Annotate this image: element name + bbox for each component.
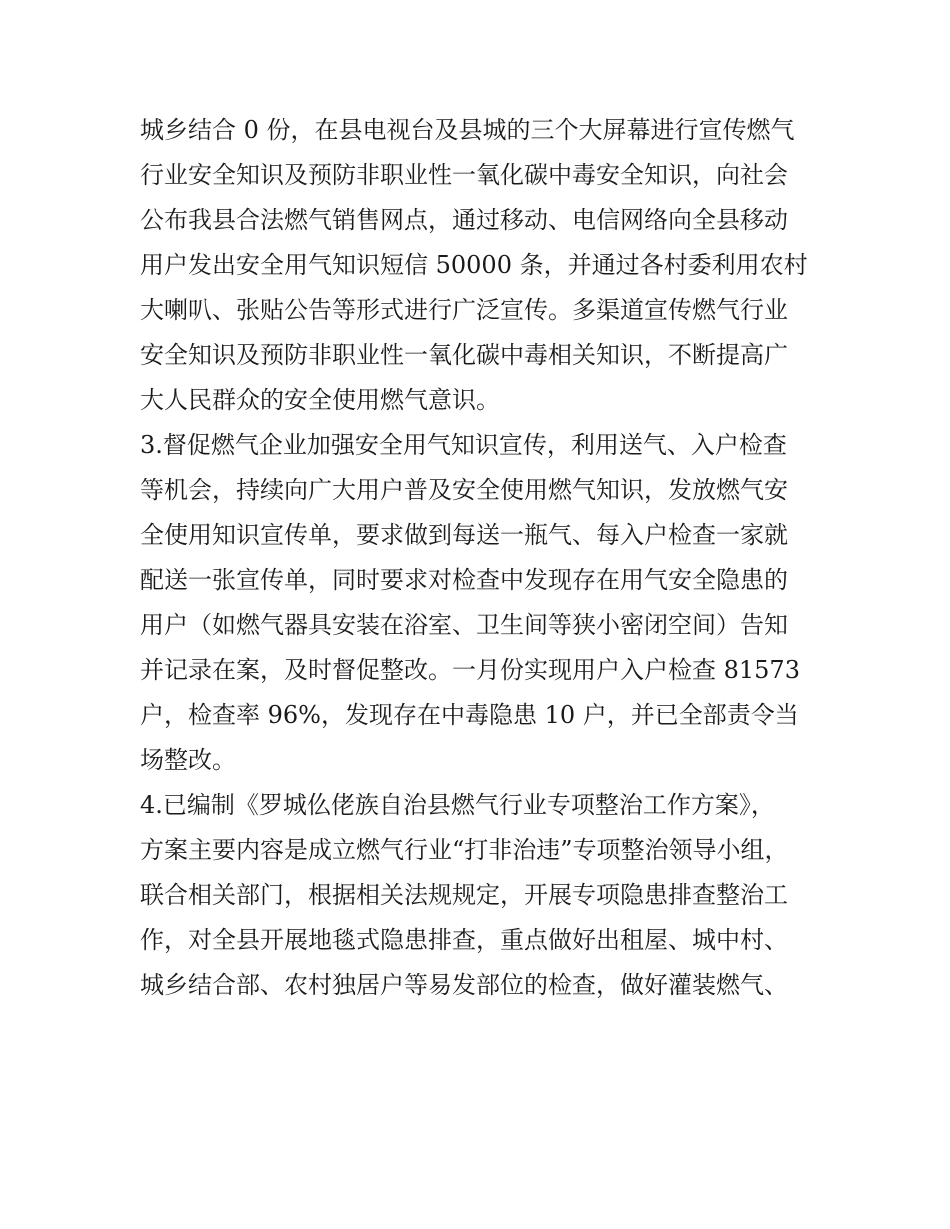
text-line: 城乡结合部、农村独居户等易发部位的检查，做好灌装燃气、 [140, 971, 788, 999]
text-line: 大喇叭、张贴公告等形式进行广泛宣传。多渠道宣传燃气行业 [140, 296, 788, 324]
text-line: 公布我县合法燃气销售网点，通过移动、电信网络向全县移动 [140, 206, 788, 234]
text-line: 用户（如燃气器具安装在浴室、卫生间等狭小密闭空间）告知 [140, 611, 788, 639]
text-line: 行业安全知识及预防非职业性一氧化碳中毒安全知识，向社会 [140, 161, 788, 189]
text-line: 全使用知识宣传单，要求做到每送一瓶气、每入户检查一家就 [140, 521, 788, 549]
text-line: 3.督促燃气企业加强安全用气知识宣传，利用送气、入户检查 [140, 431, 787, 459]
text-line: 作，对全县开展地毯式隐患排查，重点做好出租屋、城中村、 [140, 926, 788, 954]
body-text [140, 108, 820, 1008]
text-line: 场整改。 [140, 746, 236, 774]
text-line: 并记录在案，及时督促整改。一月份实现用户入户检查 81573 [140, 656, 800, 684]
text-line: 城乡结合 0 份，在县电视台及县城的三个大屏幕进行宣传燃气 [140, 116, 795, 144]
text-line: 4.已编制《罗城仫佬族自治县燃气行业专项整治工作方案》， [140, 791, 775, 819]
text-line: 用户发出安全用气知识短信 50000 条，并通过各村委利用农村 [140, 251, 808, 279]
text-line: 等机会，持续向广大用户普及安全使用燃气知识，发放燃气安 [140, 476, 788, 504]
text-line: 安全知识及预防非职业性一氧化碳中毒相关知识，不断提高广 [140, 341, 788, 369]
text-line: 大人民群众的安全使用燃气意识。 [140, 386, 500, 414]
text-line: 方案主要内容是成立燃气行业“打非治违”专项整治领导小组， [140, 836, 789, 864]
text-line: 配送一张宣传单，同时要求对检查中发现存在用气安全隐患的 [140, 566, 788, 594]
text-line: 联合相关部门，根据相关法规规定，开展专项隐患排查整治工 [140, 881, 788, 909]
text-line: 户，检查率 96%，发现存在中毒隐患 10 户，并已全部责令当 [140, 701, 799, 729]
